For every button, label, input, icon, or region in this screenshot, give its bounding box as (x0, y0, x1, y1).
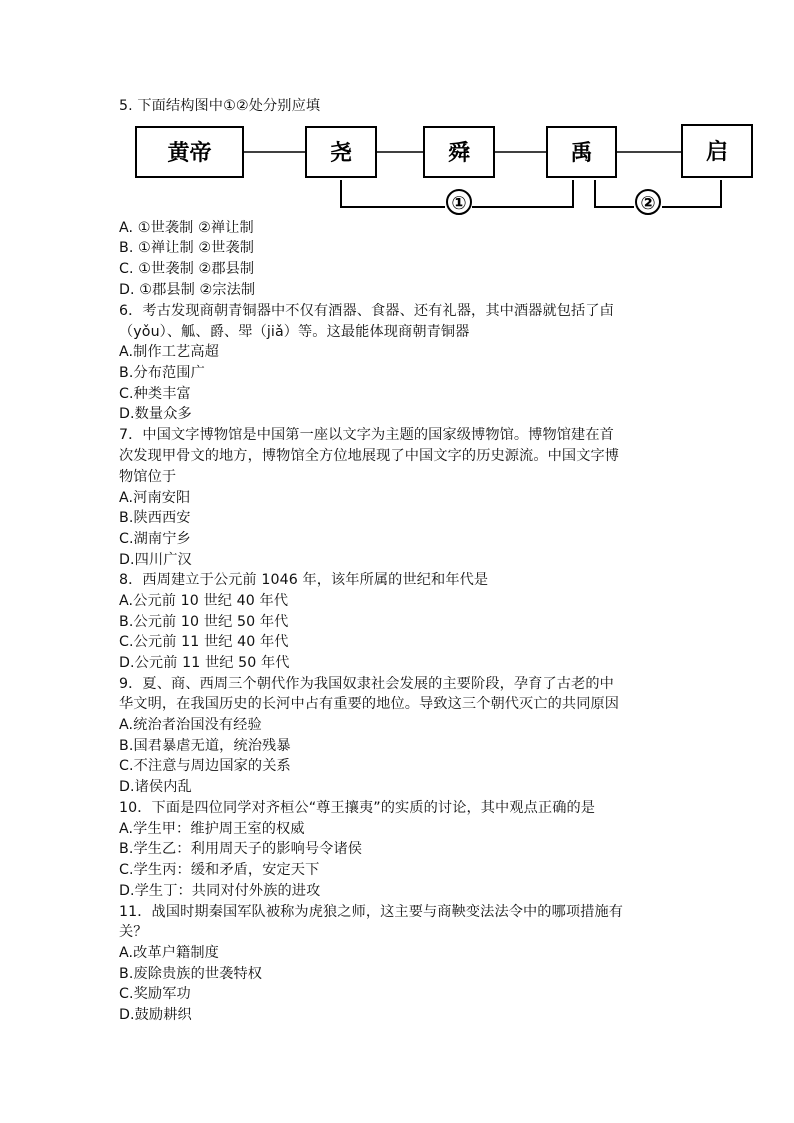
q7-option-d: D.四川广汉 (119, 552, 192, 568)
box-shun-label: 舜 (447, 141, 471, 166)
q10-stem: 10．下面是四位同学对齐桓公“尊王攘夷”的实质的讨论，其中观点正确的是 (119, 800, 596, 816)
bracket-1 (341, 180, 573, 214)
q5-structure-diagram (0, 0, 794, 230)
q7-stem-line2: 次发现甲骨文的地方，博物馆全方位地展现了中国文字的历史源流。中国文字博 (119, 448, 620, 464)
box-yu (547, 127, 616, 177)
box-qi-label: 启 (705, 140, 729, 165)
q8-option-d: D.公元前 11 世纪 50 年代 (119, 655, 290, 671)
q9-stem-line2: 华文明，在我国历史的长河中占有重要的地位。导致这三个朝代灭亡的共同原因 (119, 696, 620, 712)
box-huangdi-label: 黄帝 (167, 141, 212, 166)
q6-stem-line1: 6．考古发现商朝青铜器中不仅有酒器、食器、还有礼器，其中酒器就包括了卣 (119, 303, 614, 319)
q6-option-c: C.种类丰富 (119, 386, 191, 402)
q8-stem: 8．西周建立于公元前 1046 年，该年所属的世纪和年代是 (119, 572, 489, 588)
q9-option-d: D.诸侯内乱 (119, 779, 192, 795)
q7-option-a: A.河南安阳 (119, 490, 191, 506)
q7-stem-line3: 物馆位于 (119, 469, 177, 485)
q10-option-a: A.学生甲：维护周王室的权威 (119, 821, 305, 837)
bracket-2-label: ② (640, 193, 656, 214)
q10-option-d: D.学生丁：共同对付外族的进攻 (119, 883, 321, 899)
q6-option-d: D.数量众多 (119, 406, 192, 422)
q8-option-c: C.公元前 11 世纪 40 年代 (119, 634, 289, 650)
q5-stem: 5. 下面结构图中①②处分别应填 (119, 98, 321, 114)
q11-option-c: C.奖励军功 (119, 986, 191, 1002)
box-qi (682, 125, 752, 177)
q9-option-a: A.统治者治国没有经验 (119, 717, 262, 733)
q11-option-a: A.改革户籍制度 (119, 945, 219, 961)
box-yao-label: 尧 (329, 141, 353, 166)
q6-option-b: B.分布范围广 (119, 365, 205, 381)
bracket-1-label: ① (451, 193, 467, 214)
q11-option-d: D.鼓励耕织 (119, 1007, 192, 1023)
q9-option-b: B.国君暴虐无道，统治残暴 (119, 738, 291, 754)
box-huangdi (136, 127, 243, 177)
q7-stem-line1: 7．中国文字博物馆是中国第一座以文字为主题的国家级博物馆。博物馆建在首 (119, 427, 614, 443)
box-shun (424, 127, 494, 177)
bracket-2 (595, 180, 721, 214)
q5-option-d: D. ①郡县制 ②宗法制 (119, 282, 256, 298)
q5-option-b: B. ①禅让制 ②世袭制 (119, 240, 255, 256)
box-yao (306, 127, 376, 177)
q6-stem-line2: （yǒu）、觚、爵、斝（jiǎ）等。这最能体现商朝青铜器 (119, 324, 470, 340)
q11-option-b: B.废除贵族的世袭特权 (119, 966, 263, 982)
q10-option-c: C.学生丙：缓和矛盾，安定天下 (119, 862, 320, 878)
q8-option-a: A.公元前 10 世纪 40 年代 (119, 593, 289, 609)
q11-stem-line2: 关？ (119, 924, 148, 940)
q8-option-b: B.公元前 10 世纪 50 年代 (119, 614, 289, 630)
q11-stem-line1: 11．战国时期秦国军队被称为虎狼之师，这主要与商鞅变法法令中的哪项措施有 (119, 904, 624, 920)
q9-option-c: C.不注意与周边国家的关系 (119, 758, 291, 774)
q10-option-b: B.学生乙：利用周天子的影响号令诸侯 (119, 841, 363, 857)
q7-option-c: C.湖南宁乡 (119, 531, 191, 547)
q9-stem-line1: 9．夏、商、西周三个朝代作为我国奴隶社会发展的主要阶段，孕育了古老的中 (119, 676, 614, 692)
q5-option-c: C. ①世袭制 ②郡县制 (119, 261, 255, 277)
q6-option-a: A.制作工艺高超 (119, 344, 219, 360)
q5-option-a: A. ①世袭制 ②禅让制 (119, 220, 254, 236)
box-yu-label: 禹 (570, 141, 593, 166)
q7-option-b: B.陕西西安 (119, 510, 191, 526)
